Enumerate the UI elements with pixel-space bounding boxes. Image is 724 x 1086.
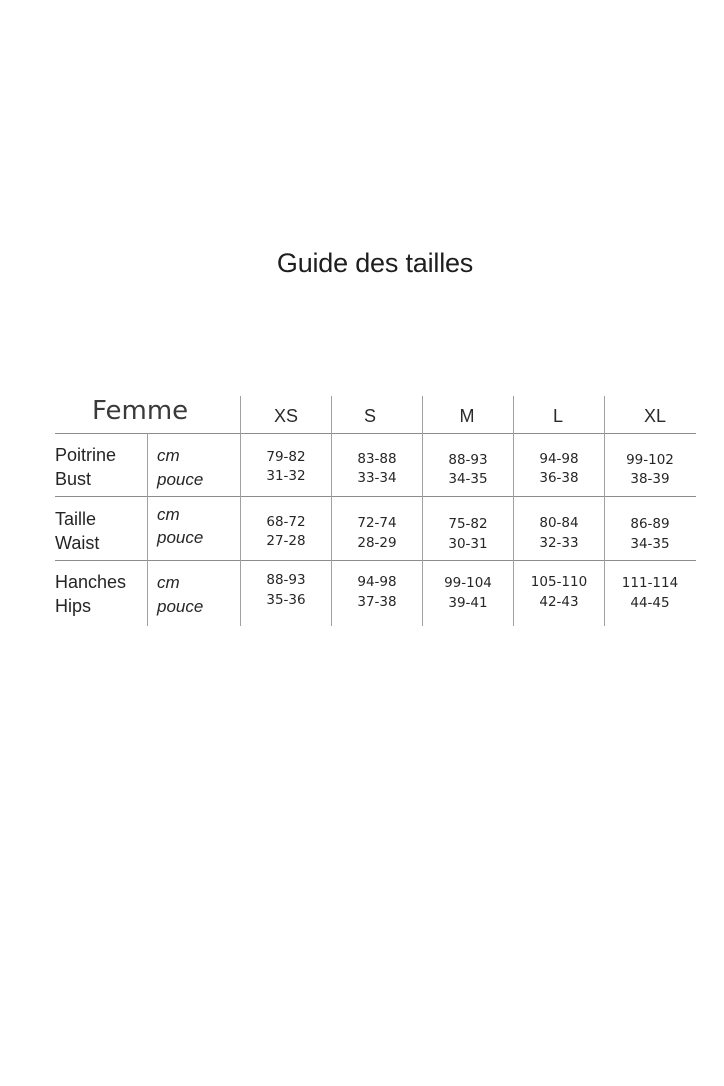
row-label-en: Bust [55,469,92,489]
table-cell: 99-102 [626,452,674,468]
column-divider [240,396,241,626]
table-cell: 68-72 [266,514,306,530]
table-cell: 33-34 [357,470,397,486]
table-cell: 94-98 [539,451,579,467]
table-corner-label: Femme [92,396,189,426]
table-cell: 37-38 [357,594,397,610]
table-cell: 79-82 [266,449,306,465]
table-cell: 80-84 [539,515,579,531]
column-divider [604,396,605,626]
size-header-m: M [459,406,475,426]
row-divider [55,496,696,497]
size-header-l: L [552,406,563,426]
unit-label-inch: pouce [157,597,204,616]
table-cell: 32-33 [539,535,579,551]
row-label-en: Hips [55,596,92,616]
table-cell: 27-28 [266,533,306,549]
column-divider [422,396,423,626]
table-cell: 94-98 [357,574,397,590]
table-cell: 99-104 [444,575,492,591]
table-cell: 42-43 [539,594,579,610]
table-cell: 86-89 [630,516,670,532]
unit-label-inch: pouce [157,528,204,547]
size-header-xs: XS [273,406,298,426]
table-cell: 38-39 [630,471,670,487]
header-divider [55,433,696,434]
table-cell: 30-31 [448,536,488,552]
table-cell: 83-88 [357,451,397,467]
row-label-fr: Poitrine [55,445,117,465]
table-cell: 36-38 [539,470,579,486]
unit-label-cm: cm [157,573,180,592]
table-cell: 88-93 [266,572,306,588]
table-cell: 75-82 [448,516,488,532]
table-cell: 34-35 [448,471,488,487]
table-cell: 44-45 [630,595,670,611]
column-divider [331,396,332,626]
page-title: Guide des tailles [276,248,474,278]
column-divider [513,396,514,626]
unit-label-cm: cm [157,505,180,524]
table-cell: 31-32 [266,468,306,484]
table-cell: 105-110 [530,574,588,590]
row-label-en: Waist [55,533,100,553]
table-cell: 34-35 [630,536,670,552]
unit-label-inch: pouce [157,470,204,489]
size-header-xl: XL [643,406,667,426]
size-header-s: S [363,406,376,426]
row-divider [55,560,696,561]
column-divider [147,433,148,626]
table-cell: 39-41 [448,595,488,611]
table-cell: 28-29 [357,535,397,551]
table-cell: 72-74 [357,515,397,531]
table-cell: 35-36 [266,592,306,608]
table-cell: 111-114 [621,575,679,591]
unit-label-cm: cm [157,446,180,465]
row-label-fr: Hanches [55,572,127,592]
table-cell: 88-93 [448,452,488,468]
row-label-fr: Taille [55,509,97,529]
